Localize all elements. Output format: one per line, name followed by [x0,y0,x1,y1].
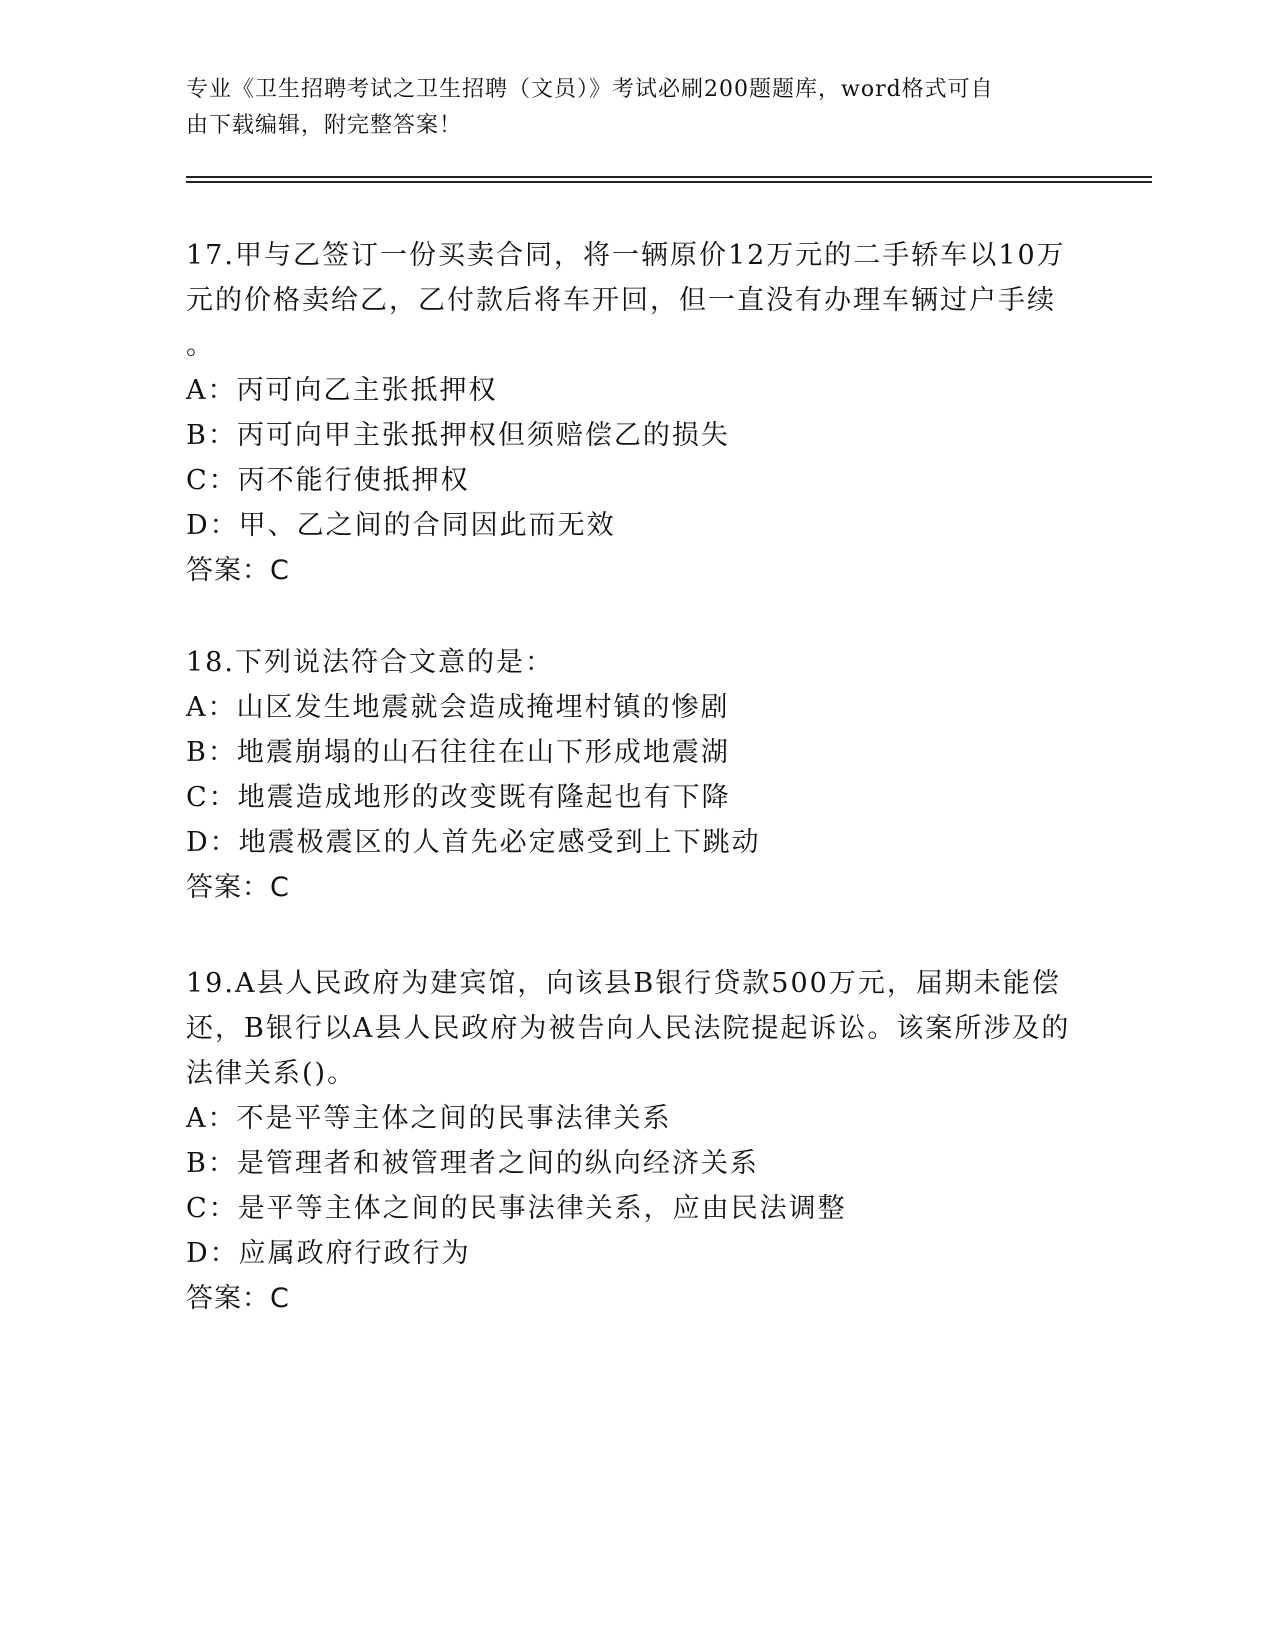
option-b: B：地震崩塌的山石往往在山下形成地震湖 [186,737,730,768]
question-stem-line: 19.A县人民政府为建宾馆，向该县B银行贷款500万元，届期未能偿 [186,968,1061,999]
question-stem [186,640,1086,685]
answer-label: 答案：C [186,1283,290,1314]
option-a: A：山区发生地震就会造成掩埋村镇的惨剧 [186,692,730,723]
question-stem-line: 17.甲与乙签订一份买卖合同，将一辆原价12万元的二手轿车以10万 [186,240,1066,271]
option-c: C：丙不能行使抵押权 [186,465,470,496]
option-d: D：甲、乙之间的合同因此而无效 [186,510,616,541]
question-19 [186,961,1086,1321]
option-b: B：丙可向甲主张抵押权但须赔偿乙的损失 [186,420,730,451]
option-d: D：地震极震区的人首先必定感受到上下跳动 [186,827,761,858]
option-b: B：是管理者和被管理者之间的纵向经济关系 [186,1148,759,1179]
header-line-1: 专业《卫生招聘考试之卫生招聘（文员）》考试必刷200题题库，word格式可自 [186,77,994,102]
question-stem-line: 18.下列说法符合文意的是： [186,647,554,678]
question-stem-line: 元的价格卖给乙，乙付款后将车开回，但一直没有办理车辆过户手续 [186,285,1056,316]
question-stem-line: 法律关系()。 [186,1058,357,1089]
question-stem [186,233,1086,368]
question-18 [186,640,1086,910]
answer-label: 答案：C [186,555,290,586]
header-divider-top [186,176,1152,178]
question-stem-line: 。 [186,330,215,361]
option-c: C：是平等主体之间的民事法律关系，应由民法调整 [186,1193,847,1224]
document-header [186,72,1066,144]
header-divider-bottom [186,181,1152,183]
option-d: D：应属政府行政行为 [186,1238,471,1269]
option-a: A：不是平等主体之间的民事法律关系 [186,1103,672,1134]
option-a: A：丙可向乙主张抵押权 [186,375,498,406]
question-stem-line: 还，B银行以A县人民政府为被告向人民法院提起诉讼。该案所涉及的 [186,1013,1071,1044]
header-line-2: 由下载编辑，附完整答案！ [186,113,463,138]
option-c: C：地震造成地形的改变既有隆起也有下降 [186,782,731,813]
question-17 [186,233,1086,593]
answer-label: 答案：C [186,872,290,903]
question-stem [186,961,1086,1096]
